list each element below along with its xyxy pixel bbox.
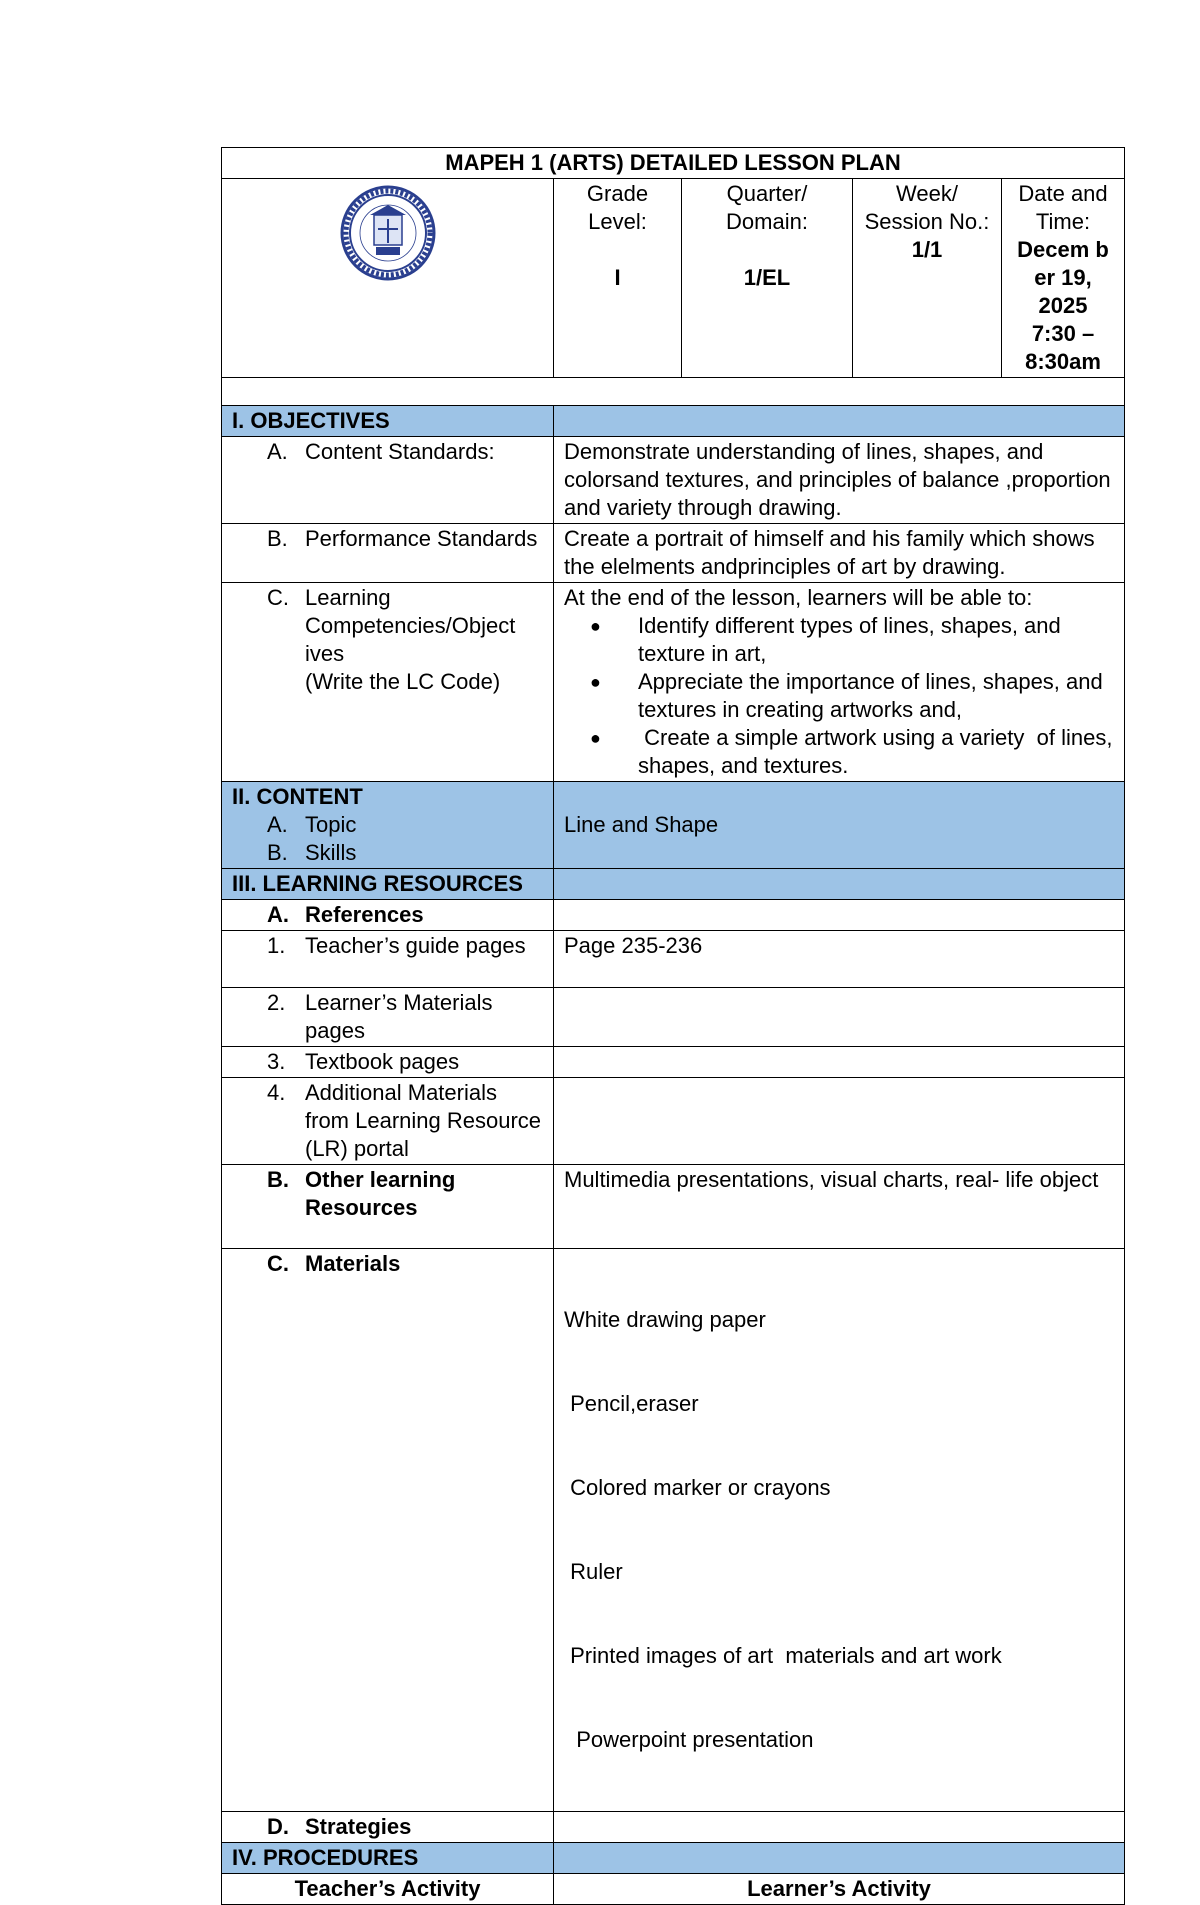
list-item: Pencil,eraser [564,1391,699,1416]
week-cell [853,179,1002,378]
teachers-guide-row [222,931,1125,988]
additional-materials-row [222,1078,1125,1165]
other-resources-num: B. [267,1167,289,1192]
strategies-row [222,1812,1125,1843]
references-num: A. [267,902,289,927]
teachers-guide-value: Page 235-236 [554,931,1125,988]
grade-label: Grade [586,181,649,206]
title-row [222,148,1125,179]
bullet-icon: ● [590,616,601,636]
date-value-3: 2025 [1038,293,1088,318]
resources-heading-row [222,869,1125,900]
grade-value: I [614,265,621,290]
content-standards-row [222,437,1125,524]
objectives-heading: I. OBJECTIVES [222,406,554,437]
materials-row [222,1249,1125,1812]
bullet-icon: ● [590,672,601,692]
other-resources-row [222,1165,1125,1249]
objectives-heading-row [222,406,1125,437]
performance-standards-label: Performance Standards [305,526,538,551]
additional-materials-num: 4. [267,1080,286,1105]
textbook-num: 3. [267,1049,286,1074]
skills-num: B. [267,840,288,865]
objective-bullet-2: Appreciate the importance of lines, shapes, and textures in creating artworks and, [638,669,1103,722]
document-title: MAPEH 1 (ARTS) DETAILED LESSON PLAN [222,148,1125,179]
header-row [222,179,1125,378]
quarter-label: Quarter/ [726,181,808,206]
topic-label: Topic [305,812,357,837]
topic-value: Line and Shape [564,812,719,837]
lc-code-note: (Write the LC Code) [305,669,501,694]
other-resources-value: Multimedia presentations, visual charts, real- life object [554,1165,1125,1249]
date-label-2: Time: [1035,209,1091,234]
learning-competencies-label: Learning Competencies/Object ives [305,585,516,666]
skills-label: Skills [305,840,357,865]
time-value-2: 8:30am [1025,349,1101,374]
list-item: Powerpoint presentation [564,1727,814,1752]
learning-competencies-row [222,583,1125,782]
date-value-1: Decem b [1017,237,1109,262]
date-cell [1002,179,1125,378]
materials-num: C. [267,1251,289,1276]
week-label: Week/ [896,181,958,206]
list-item [564,724,1119,780]
references-row [222,900,1125,931]
textbook-row [222,1047,1125,1078]
strategies-num: D. [267,1814,289,1839]
performance-standards-row [222,524,1125,583]
strategies-label: Strategies [305,1814,412,1839]
objective-bullet-1: Identify different types of lines, shapes, and texture in art, [638,613,1061,666]
learners-activity-header: Learner’s Activity [554,1874,1125,1905]
additional-materials-label: Additional Materials from Learning Resource (LR) portal [305,1080,542,1161]
school-seal-logo [340,185,436,281]
content-standards-num: A. [267,439,288,464]
quarter-cell [682,179,853,378]
list-item: White drawing paper [564,1307,766,1332]
week-label-2: Session No.: [864,209,990,234]
content-standards-value: Demonstrate understanding of lines, shapes, and colorsand textures, and principles of balance ,proportion and variety through drawing. [554,437,1125,524]
content-row [222,782,1125,869]
quarter-label-2: Domain: [726,209,808,234]
learners-materials-label: Learner’s Materials pages [305,990,493,1043]
activity-header-row [222,1874,1125,1905]
resources-heading: III. LEARNING RESOURCES [222,869,554,900]
teachers-activity-header: Teacher’s Activity [222,1874,554,1905]
quarter-value: 1/EL [743,265,791,290]
learners-materials-num: 2. [267,990,286,1015]
teachers-guide-num: 1. [267,933,286,958]
grade-label-2: Level: [588,209,647,234]
materials-label: Materials [305,1251,401,1276]
procedures-heading-row [222,1843,1125,1874]
grade-level-cell [554,179,682,378]
textbook-label: Textbook pages [305,1049,460,1074]
logo-cell [222,179,554,378]
learners-materials-row [222,988,1125,1047]
procedures-heading: IV. PROCEDURES [222,1843,554,1874]
lesson-plan-page [221,147,1124,1905]
references-label: References [305,902,424,927]
list-item [564,612,1114,668]
topic-num: A. [267,812,288,837]
list-item [564,668,1114,724]
performance-standards-value: Create a portrait of himself and his family which shows the elelments andprinciples of art by drawing. [554,524,1125,583]
objective-bullet-3: Create a simple artwork using a variety of lines, shapes, and textures. [638,725,1119,778]
learning-competencies-num: C. [267,585,289,610]
week-value: 1/1 [911,237,943,262]
spacer-row [222,378,1125,406]
list-item: Colored marker or crayons [564,1475,831,1500]
date-label: Date and [1018,181,1108,206]
list-item: Printed images of art materials and art work [564,1643,1002,1668]
date-value-2: er 19, [1034,265,1092,290]
other-resources-label: Other learning Resources [305,1167,456,1220]
list-item: Ruler [564,1559,623,1584]
content-heading: II. CONTENT [232,784,363,809]
content-standards-label: Content Standards: [305,439,495,464]
performance-standards-num: B. [267,526,288,551]
time-value-1: 7:30 – [1031,321,1095,346]
bullet-icon: ● [590,728,601,748]
lesson-plan-table [221,147,1125,1905]
teachers-guide-label: Teacher’s guide pages [305,933,526,958]
objectives-intro: At the end of the lesson, learners will be able to: [564,585,1033,610]
